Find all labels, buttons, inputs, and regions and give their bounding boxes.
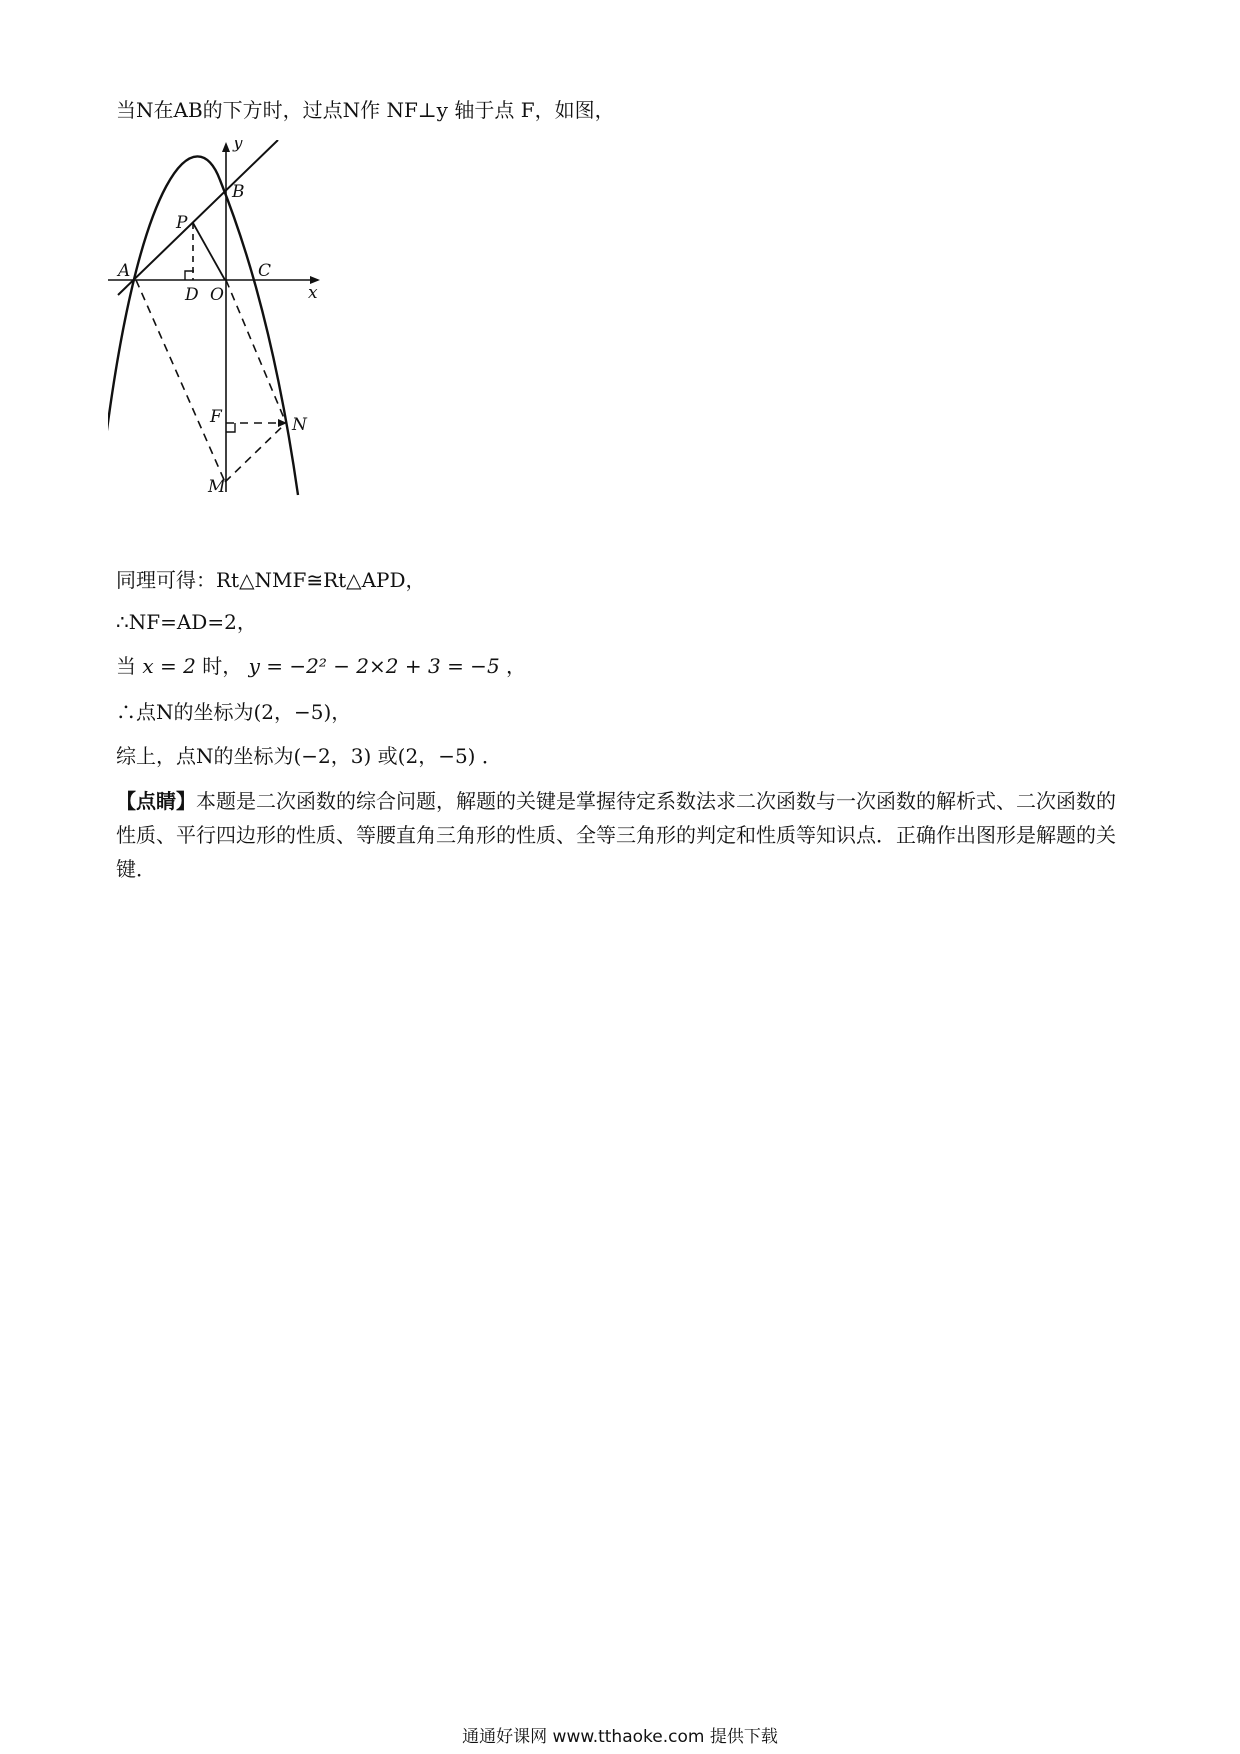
y-axis-arrow — [222, 142, 230, 152]
segment-am — [136, 280, 225, 482]
label-a: A — [118, 261, 131, 281]
right-angle-f — [226, 423, 235, 432]
label-o: O — [210, 285, 224, 305]
calc-x-value: x = 2 — [142, 654, 196, 678]
label-y: y — [233, 140, 243, 153]
calc-prefix: 当 — [116, 654, 136, 678]
paragraph-summary: 综上，点N的坐标为(−2，3) 或(2，−5) ． — [116, 744, 502, 768]
segment-on — [226, 280, 286, 423]
label-b: B — [232, 182, 245, 202]
commentary-tag: 【点睛】 — [116, 789, 196, 813]
parabola-curve — [108, 156, 298, 495]
calc-equation: y = −2² − 2×2 + 3 = −5 — [248, 654, 500, 678]
paragraph-calc-y — [116, 652, 526, 680]
page-footer: 通通好课网 www.tthaoke.com 提供下载 — [462, 1727, 778, 1747]
paragraph-nf-equals-ad: ∴NF=AD=2， — [116, 610, 257, 634]
commentary-body: 本题是二次函数的综合问题，解题的关键是掌握待定系数法求二次函数与一次函数的解析式、二次函数的性质、平行四边形的性质、等腰直角三角形的性质、全等三角形的判定和性质等知识点．正确作出图形是解题的关键． — [116, 789, 1116, 881]
paragraph-commentary — [116, 784, 1126, 886]
calc-mid: 时， — [202, 654, 243, 678]
parabola-figure — [108, 140, 338, 560]
paragraph-congruent: 同理可得：Rt△NMF≅Rt△APD， — [116, 568, 426, 592]
paragraph-n-coordinate: ∴点N的坐标为(2，−5)， — [116, 700, 352, 724]
line-ab — [118, 140, 278, 295]
label-m: M — [208, 477, 226, 497]
segment-po — [193, 223, 225, 280]
paragraph-case-n-below-ab: 当N在AB的下方时，过点N作 NF⊥y 轴于点 F，如图， — [116, 98, 615, 122]
calc-suffix: ， — [506, 654, 527, 678]
label-n: N — [292, 415, 307, 435]
label-d: D — [185, 285, 199, 305]
label-p: P — [176, 213, 188, 233]
label-f: F — [210, 407, 222, 427]
label-c: C — [258, 261, 272, 281]
label-x: x — [308, 283, 318, 303]
